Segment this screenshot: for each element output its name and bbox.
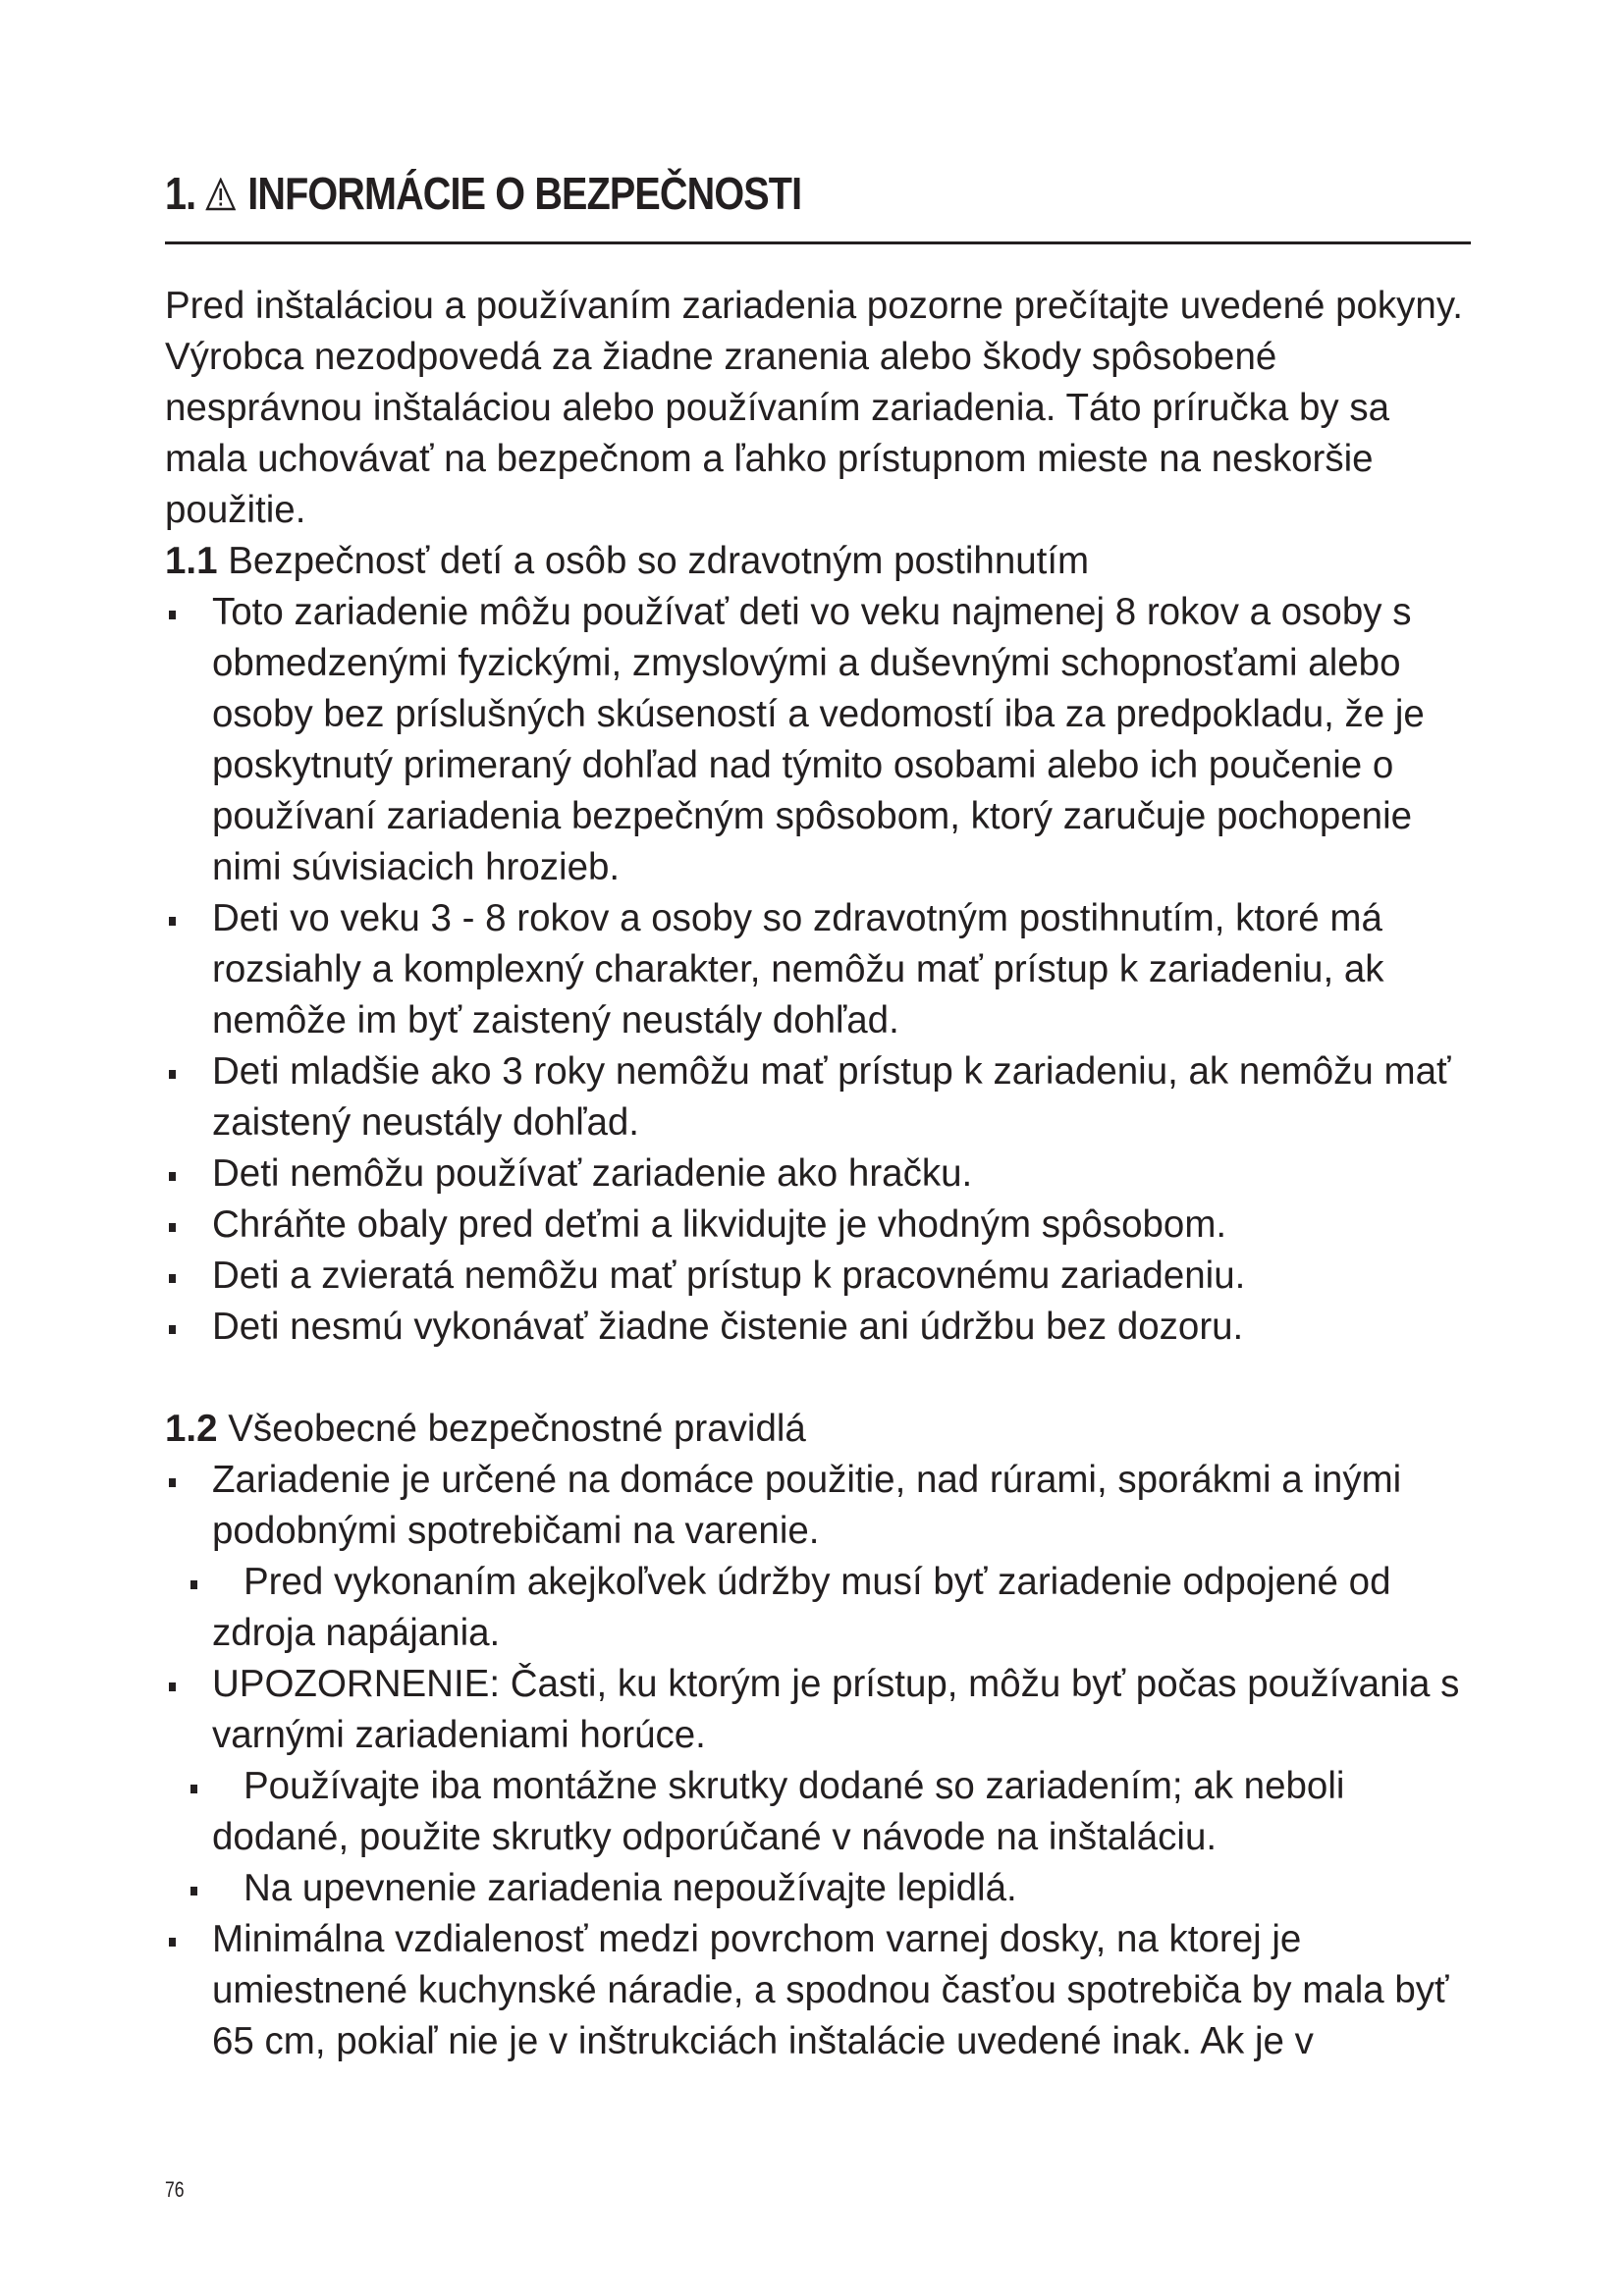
list-item: UPOZORNENIE: Časti, ku ktorým je prístup, môžu byť počas používania s varnými zariadeniami horúce. bbox=[165, 1659, 1481, 1761]
list-item: Deti mladšie ako 3 roky nemôžu mať prístup k zariadeniu, ak nemôžu mať zaistený neustály dohľad. bbox=[165, 1046, 1481, 1148]
section-title: Všeobecné bezpečnostné pravidlá bbox=[228, 1408, 806, 1450]
heading-divider bbox=[165, 241, 1471, 244]
page-number: 76 bbox=[165, 2177, 185, 2202]
list-item: Deti vo veku 3 - 8 rokov a osoby so zdravotným postihnutím, ktoré má rozsiahly a komplexný charakter, nemôžu mať prístup k zariadeniu, ak nemôže im byť zaistený neustály dohľad. bbox=[165, 893, 1481, 1046]
warning-triangle-icon bbox=[205, 178, 236, 211]
section-spacer bbox=[165, 1353, 1481, 1404]
list-item: Deti nesmú vykonávať žiadne čistenie ani údržbu bez dozoru. bbox=[165, 1302, 1481, 1353]
section-number: 1.1 bbox=[165, 540, 218, 582]
list-item: Chráňte obaly pred deťmi a likvidujte je vhodným spôsobom. bbox=[165, 1200, 1481, 1251]
body-text bbox=[165, 281, 1481, 2067]
list-item: Zariadenie je určené na domáce použitie, nad rúrami, sporákmi a inými podobnými spotrebičami na varenie. bbox=[165, 1455, 1481, 1557]
list-item-text: Na upevnenie zariadenia nepoužívajte lepidlá. bbox=[244, 1867, 1017, 1909]
section-1-1-heading bbox=[165, 536, 1481, 587]
list-item: Minimálna vzdialenosť medzi povrchom varnej dosky, na ktorej je umiestnené kuchynské náradie, a spodnou časťou spotrebiča by mala byť 65 cm, pokiaľ nie je v inštrukciách inštalácie uvedené inak. Ak je v bbox=[165, 1914, 1481, 2067]
page-heading bbox=[165, 167, 801, 220]
intro-paragraph: Pred inštaláciou a používaním zariadenia pozorne prečítajte uvedené pokyny. Výrobca nezodpovedá za žiadne zranenia alebo škody spôsobené nesprávnou inštaláciou alebo používaním zariadenia. Táto príručka by sa mala uchovávať na bezpečnom a ľahko prístupnom mieste na neskoršie použitie. bbox=[165, 285, 1463, 531]
heading-title: INFORMÁCIE O BEZPEČNOSTI bbox=[247, 168, 802, 219]
list-item bbox=[165, 1557, 1481, 1659]
list-item-text: Používajte iba montážne skrutky dodané so zariadením; ak neboli dodané, použite skrutky odporúčané v návode na inštaláciu. bbox=[212, 1765, 1345, 1858]
list-item: Toto zariadenie môžu používať deti vo veku najmenej 8 rokov a osoby s obmedzenými fyzickými, zmyslovými a duševnými schopnosťami alebo osoby bez príslušných skúseností a vedomostí iba za predpokladu, že je poskytnutý primeraný dohľad nad týmito osobami alebo ich poučenie o používaní zariadenia bezpečným spôsobom, ktorý zaručuje pochopenie nimi súvisiacich hrozieb. bbox=[165, 587, 1481, 893]
heading-number: 1. bbox=[165, 168, 196, 219]
section-number: 1.2 bbox=[165, 1408, 218, 1450]
list-item: Deti a zvieratá nemôžu mať prístup k pracovnému zariadeniu. bbox=[165, 1251, 1481, 1302]
list-item: Deti nemôžu používať zariadenie ako hračku. bbox=[165, 1148, 1481, 1200]
list-item bbox=[165, 1863, 1481, 1914]
section-1-2-heading bbox=[165, 1404, 1481, 1455]
section-1-2-list bbox=[165, 1455, 1481, 2067]
list-item bbox=[165, 1761, 1481, 1863]
section-1-1-list bbox=[165, 587, 1481, 1353]
list-item-text: Pred vykonaním akejkoľvek údržby musí byť zariadenie odpojené od zdroja napájania. bbox=[212, 1561, 1391, 1654]
section-title: Bezpečnosť detí a osôb so zdravotným postihnutím bbox=[228, 540, 1090, 582]
